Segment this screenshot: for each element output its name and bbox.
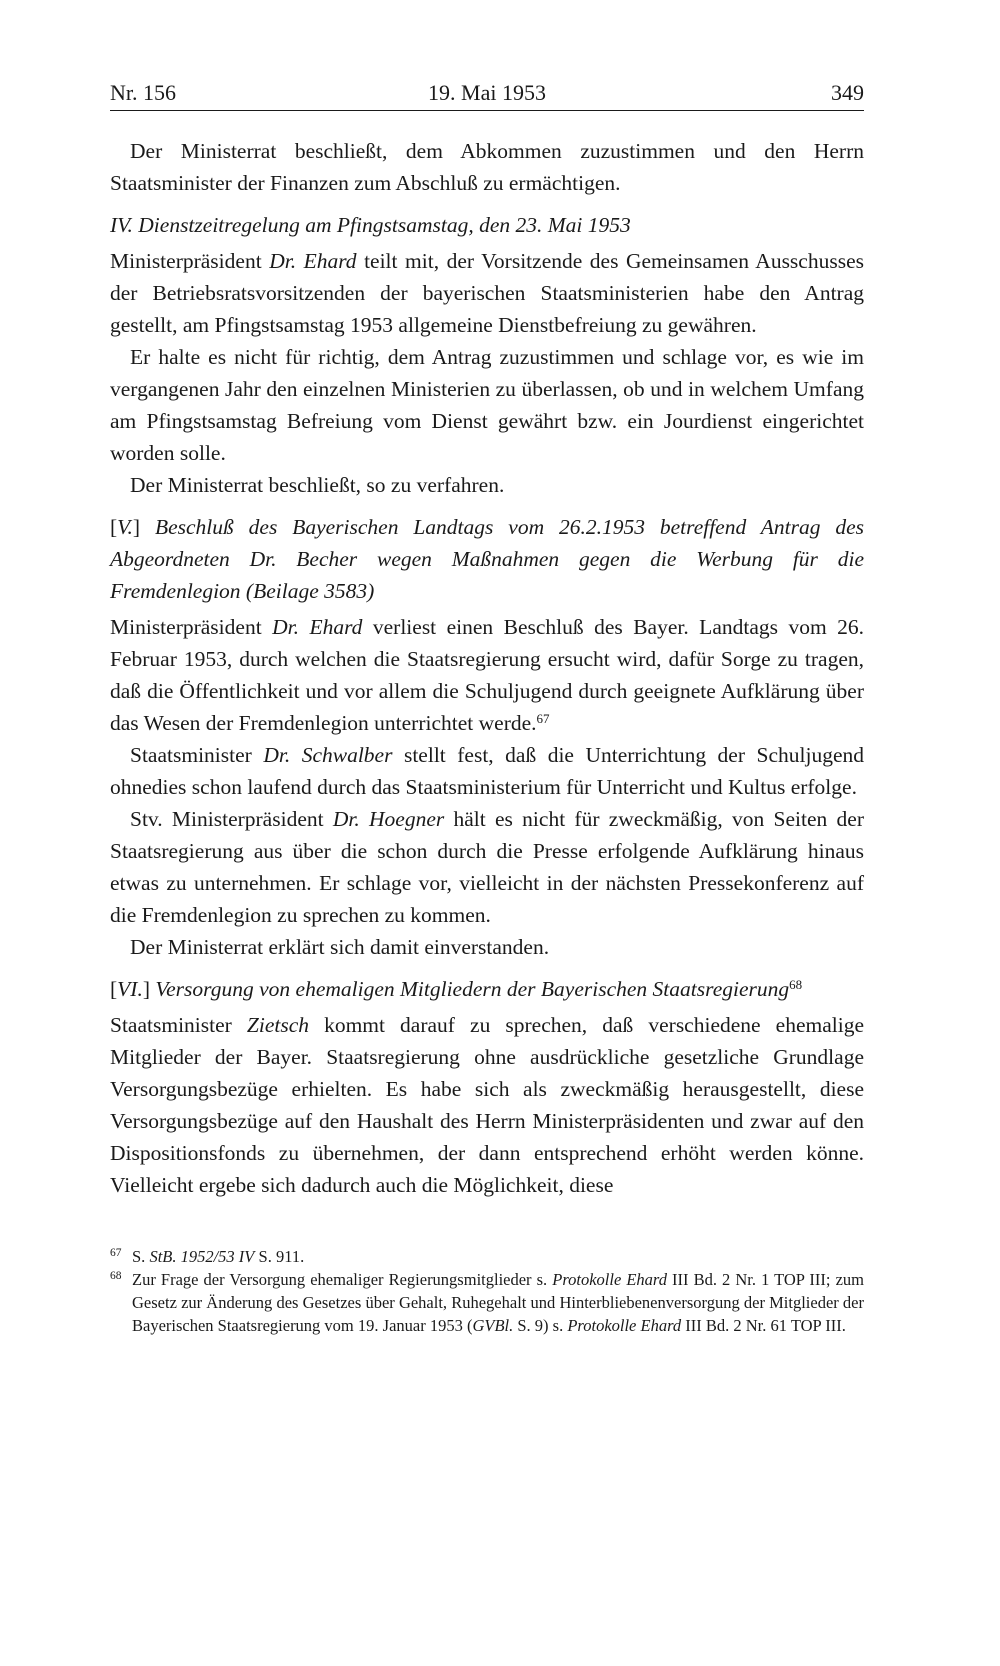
paragraph-hoegner: Stv. Ministerpräsident Dr. Hoegner hält es nicht für zweckmäßig, von Seiten der Staatsregierung aus über die schon durch die Presse erfolgende Aufklärung hinaus etwas zu unternehmen. Er schlage vor, vielleicht in der nächsten Pressekonferenz auf die Fremdenlegion zu sprechen zu kommen. [110, 807, 865, 927]
footnote-number: 68 [110, 1270, 122, 1282]
main-text [110, 135, 864, 1201]
speaker-name: Dr. Schwalber [263, 743, 393, 767]
session-date: 19. Mai 1953 [428, 80, 546, 105]
page-number: 349 [831, 80, 864, 105]
section-heading-iv: IV. Dienstzeitregelung am Pfingstsamstag, den 23. Mai 1953 [110, 213, 631, 237]
footnote-number: 67 [110, 1247, 122, 1259]
paragraph-ehard-request: Ministerpräsident Dr. Ehard teilt mit, der Vorsitzende des Gemeinsamen Ausschusses der Betriebsratsvorsitzenden der bayerischen Staatsministerien habe den Antrag gestellt, am Pfingstsamstag 1953 allgemeine Dienstbefreiung zu gewähren. [110, 249, 864, 337]
footnote-68: 68 Zur Frage der Versorgung ehemaliger Regierungsmitglieder s. Protokolle Ehard III Bd. 2 Nr. 1 TOP III; zum Gesetz zur Änderung des Gesetzes über Gehalt, Ruhegehalt und Hinterbliebenenversorgung der Mitglieder der Bayerischen Staatsregierung vom 19. Januar 1953 (GVBl. S. 9) s. Protokolle Ehard III Bd. 2 Nr. 61 TOP III. [110, 1268, 864, 1337]
paragraph-schwalber: Staatsminister Dr. Schwalber stellt fest, daß die Unterrichtung der Schuljugend ohnedies schon laufend durch das Staatsministerium für Unterricht und Kultus erfolge. [110, 743, 864, 799]
paragraph-ehard-landtag: Ministerpräsident Dr. Ehard verliest einen Beschluß des Bayer. Landtags vom 26. Februar 1953, durch welchen die Staatsregierung ersucht wird, dafür Sorge zu tragen, daß die Öffentlichkeit und vor allem die Schuljugend durch geeignete Aufklärung über das Wesen der Fremdenlegion unterrichtet werde.$^{67}$ [110, 615, 864, 735]
footnotes [110, 1245, 864, 1337]
section-heading-v: [V.] Beschluß des Bayerischen Landtags vom 26.2.1953 betreffend Antrag des Abgeordneten Dr. Becher wegen Maßnahmen gegen die Werbung für die Fremdenlegion (Beilage 3583) [110, 515, 864, 603]
document-page [110, 76, 864, 1337]
speaker-name: Dr. Ehard [272, 615, 363, 639]
paragraph-ehard-opinion: Er halte es nicht für richtig, dem Antrag zuzustimmen und schlage vor, es wie im vergangenen Jahr den einzelnen Ministerien zu überlassen, ob und in welchem Umfang am Pfingstsamstag Befreiung vom Dienst gewährt bzw. ein Jourdienst eingerichtet worden solle. [110, 345, 864, 465]
speaker-name: Dr. Hoegner [332, 807, 445, 831]
footnote-ref-68[interactable]: 68 [789, 977, 803, 992]
paragraph-resolution-iv: Der Ministerrat beschließt, so zu verfahren. [130, 473, 505, 497]
paragraph-resolution-agreement: Der Ministerrat beschließt, dem Abkommen zuzustimmen und den Herrn Staatsminister der Finanzen zum Abschluß zu ermächtigen. [110, 139, 864, 195]
document-number: Nr. 156 [110, 80, 176, 105]
speaker-name: Dr. Ehard [269, 249, 357, 273]
paragraph-resolution-v: Der Ministerrat erklärt sich damit einverstanden. [130, 935, 550, 959]
speaker-name: Zietsch [246, 1013, 309, 1037]
section-heading-vi: [VI.] Versorgung von ehemaligen Mitgliedern der Bayerischen Staatsregierung$^{68}$ [110, 977, 803, 1001]
footnote-67: 67 S. StB. 1952/53 IV S. 911. [110, 1245, 864, 1268]
running-header [110, 76, 864, 111]
paragraph-zietsch: Staatsminister Zietsch kommt darauf zu sprechen, daß verschiedene ehemalige Mitglieder der Bayer. Staatsregierung ohne ausdrückliche gesetzliche Grundlage Versorgungsbezüge erhielten. Es habe sich als zweckmäßig herausgestellt, diese Versorgungsbezüge auf den Haushalt des Herrn Ministerpräsidenten und zwar auf den Dispositionsfonds zu übernehmen, der dann entsprechend erhöht werden könne. Vielleicht ergebe sich dadurch auch die Möglichkeit, diese [110, 1013, 864, 1197]
footnote-ref-67[interactable]: 67 [536, 711, 550, 726]
